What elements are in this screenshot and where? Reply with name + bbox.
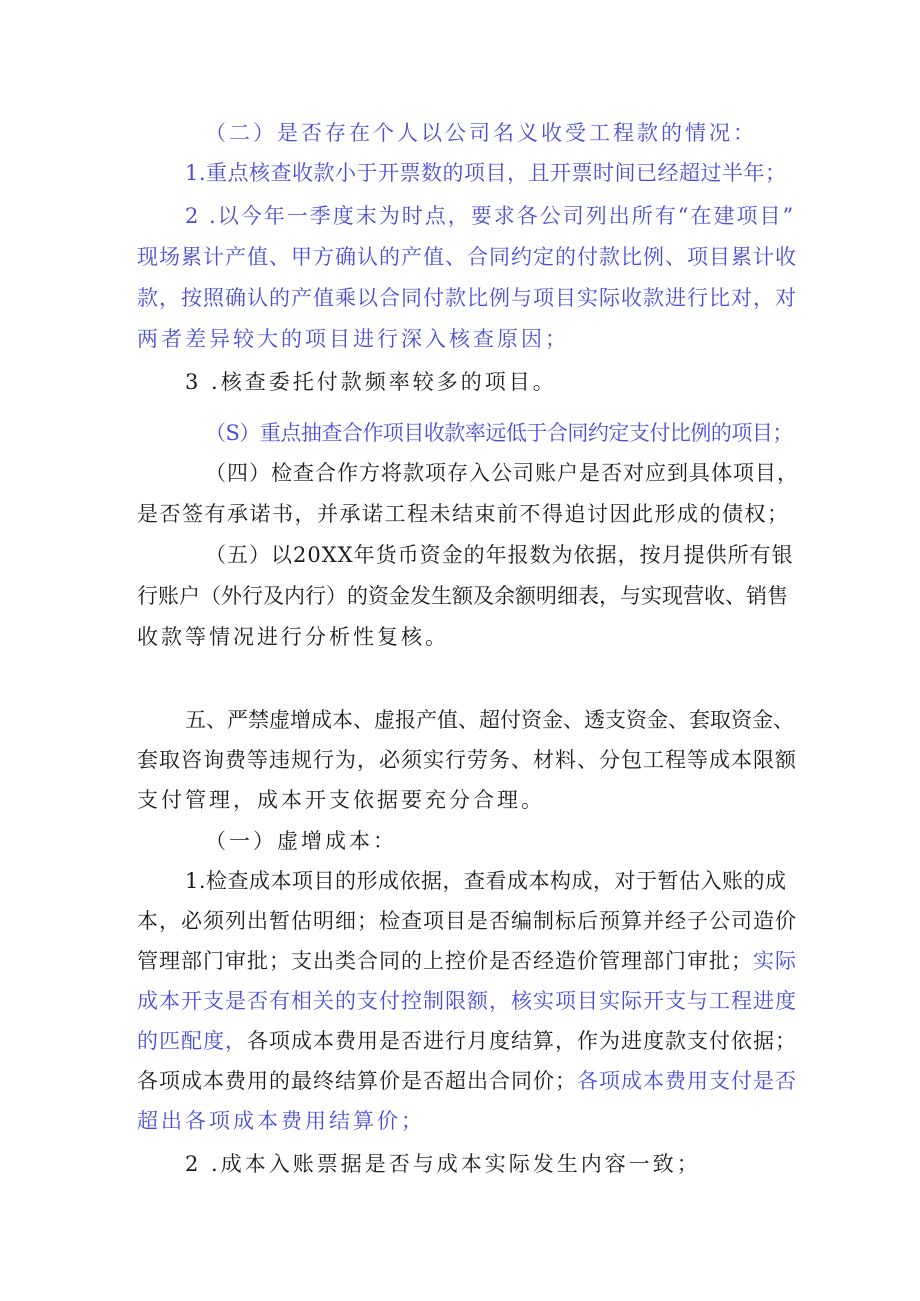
s5-item-1-line-7: 超出各项成本费用结算价；: [137, 1109, 425, 1133]
item-2-line-2: 现场累计产值、甲方确认的产值、合同约定的付款比例、项目累计收: [137, 245, 797, 269]
s5-item-1-line-3-black: 管理部门审批；支出类合同的上控价是否经造价管理部门审批；: [137, 949, 753, 973]
heading-2: （二）是否存在个人以公司名义收受工程款的情况：: [205, 121, 757, 145]
s5-item-1-line-5-blue: 的匹配度，: [137, 1029, 247, 1053]
item-2-line-4: 两者差异较大的项目进行深入核查原因；: [137, 327, 569, 351]
heading-4-line-2: 是否签有承诺书，并承诺工程未结束前不得追讨因此形成的债权；: [137, 502, 790, 526]
section-5-heading-1: （一）虚增成本：: [205, 829, 397, 853]
s5-item-1-line-6-blue: 各项成本费用支付是否: [577, 1069, 797, 1093]
s5-item-1-line-3: [137, 946, 797, 976]
heading-5-line-3: 收款等情况进行分析性复核。: [137, 625, 449, 649]
s5-item-1-line-5-black: 各项成本费用是否进行月度结算，作为进度款支付依据；: [247, 1029, 797, 1053]
item-3: 3 .核查委托付款频率较多的项目。: [185, 370, 557, 394]
section-5-title-line-3: 支付管理，成本开支依据要充分合理。: [137, 788, 545, 812]
heading-4-line-1: （四）检查合作方将款项存入公司账户是否对应到具体项目，: [205, 461, 799, 485]
heading-5-line-1: （五）以20XX年货币资金的年报数为依据，按月提供所有银: [205, 543, 794, 567]
heading-5-line-2: 行账户（外行及内行）的资金发生额及余额明细表，与实现营收、销售: [137, 584, 788, 608]
section-5-title-line-2: 套取咨询费等违规行为，必须实行劳务、材料、分包工程等成本限额: [137, 748, 797, 772]
section-5-title-line-1: 五、严禁虚增成本、虚报产值、超付资金、透支资金、套取资金、: [185, 708, 794, 732]
s5-item-1-line-1: 1.检查成本项目的形成依据，查看成本构成，对于暂估入账的成: [185, 869, 787, 893]
s5-item-2: 2 .成本入账票据是否与成本实际发生内容一致；: [185, 1152, 701, 1176]
s5-item-1-line-5: [137, 1026, 797, 1056]
s5-item-1-line-4: 成本开支是否有相关的支付控制限额，核实项目实际开支与工程进度: [137, 989, 797, 1013]
item-1: 1.重点核查收款小于开票数的项目，且开票时间已经超过半年；: [185, 161, 787, 185]
s5-item-1-line-6-black: 各项成本费用的最终结算价是否超出合同价；: [137, 1069, 577, 1093]
item-2-line-1: 2 .以今年一季度末为时点，要求各公司列出所有“在建项目”: [185, 204, 796, 228]
heading-3: （S）重点抽查合作项目收款率远低于合同约定支付比例的项目；: [205, 421, 793, 445]
s5-item-1-line-3-blue: 实际: [753, 949, 797, 973]
s5-item-1-line-6: [137, 1066, 797, 1096]
s5-item-1-line-2: 本，必须列出暂估明细；检查项目是否编制标后预算并经子公司造价: [137, 909, 797, 933]
item-2-line-3: 款，按照确认的产值乘以合同付款比例与项目实际收款进行比对，对: [137, 286, 797, 310]
